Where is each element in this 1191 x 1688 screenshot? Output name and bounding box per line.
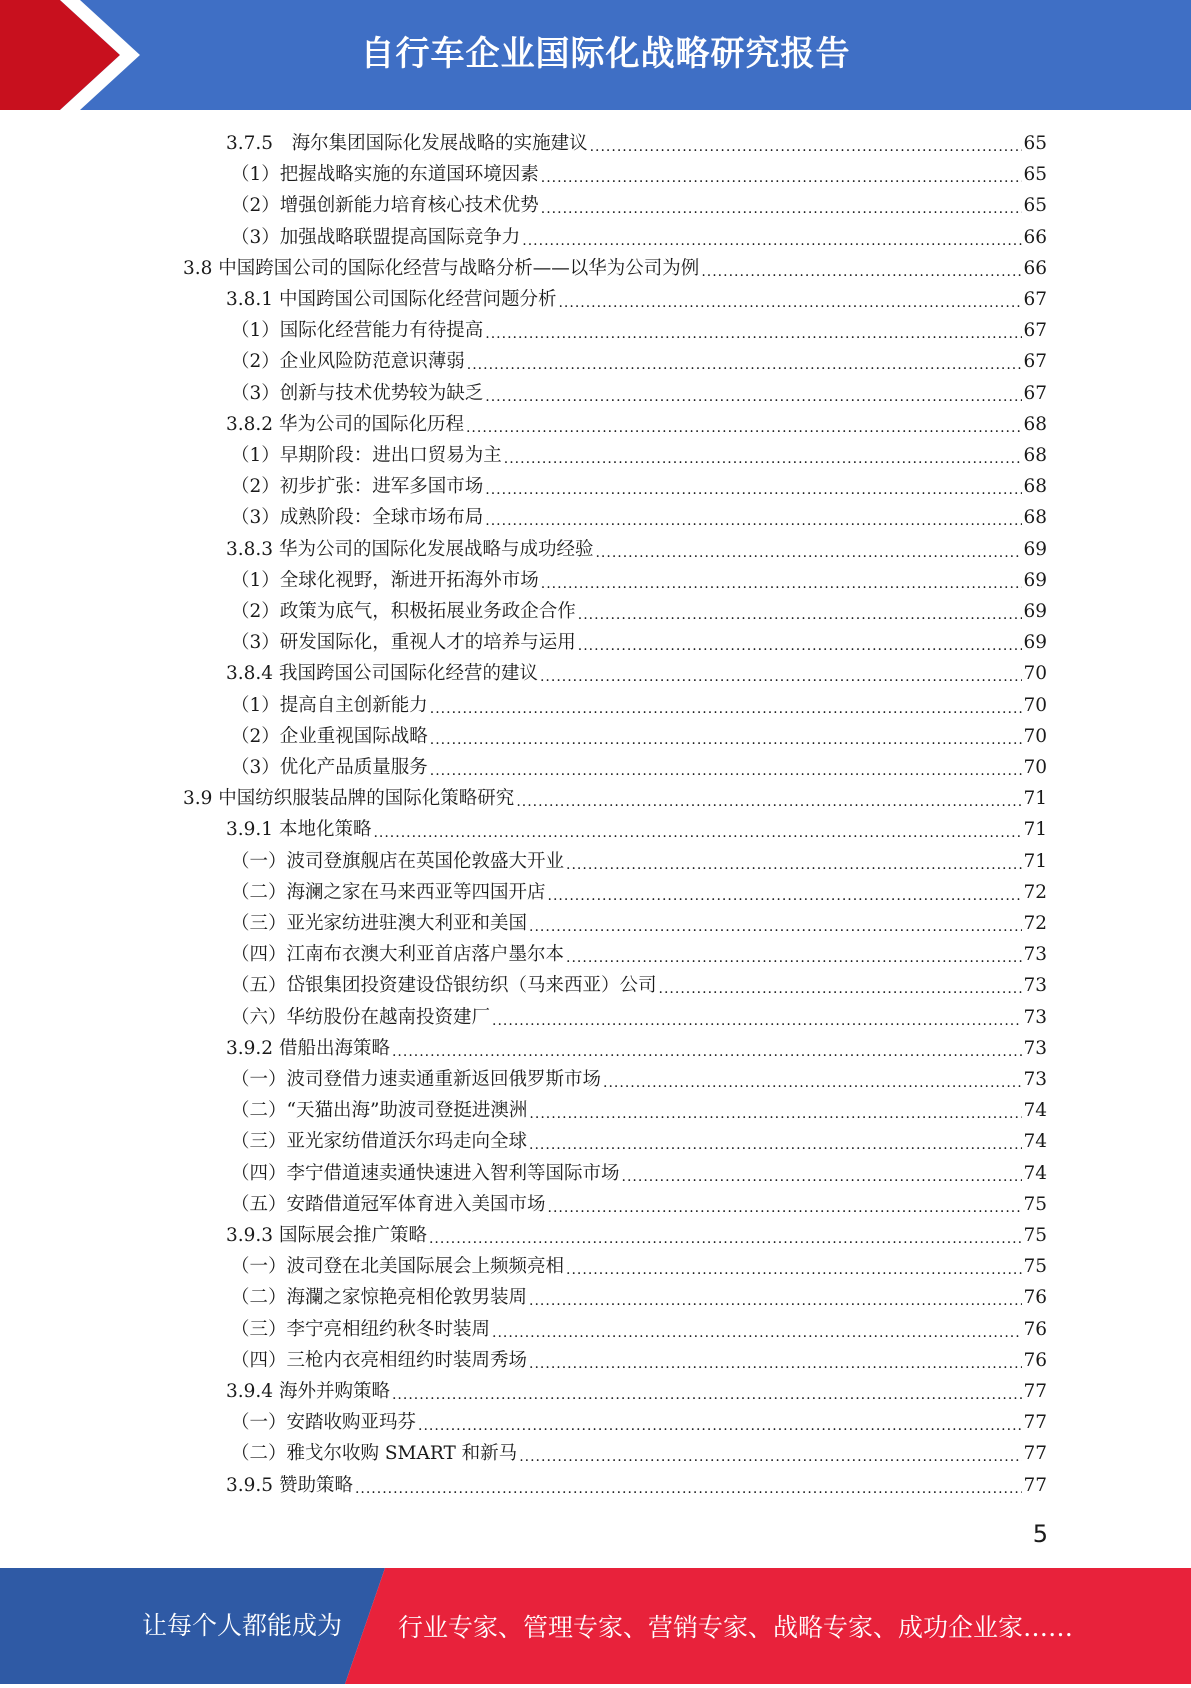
toc-leader-dots <box>466 416 1022 440</box>
toc-entry-title: （1）提高自主创新能力 <box>231 694 428 716</box>
toc-entry[interactable] <box>231 1126 1047 1157</box>
toc-entry[interactable] <box>226 658 1047 689</box>
toc-entry[interactable] <box>231 1064 1047 1095</box>
toc-entry-title: （3）创新与技术优势较为缺乏 <box>231 382 484 404</box>
toc-leader-dots <box>485 478 1022 502</box>
toc-leader-dots <box>578 603 1023 627</box>
toc-entry-page: 67 <box>1023 351 1047 373</box>
toc-entry[interactable] <box>231 1438 1047 1469</box>
toc-leader-dots <box>392 1040 1022 1064</box>
toc-entry[interactable] <box>231 877 1047 908</box>
toc-entry-page: 66 <box>1023 226 1047 248</box>
toc-entry[interactable] <box>231 1189 1047 1220</box>
toc-entry-page: 73 <box>1023 944 1047 966</box>
toc-leader-dots <box>373 821 1022 845</box>
toc-leader-dots <box>529 915 1022 939</box>
toc-leader-dots <box>492 1321 1022 1345</box>
toc-entry-title: （五）岱银集团投资建设岱银纺织（马来西亚）公司 <box>231 975 657 997</box>
toc-entry-title: （2）政策为底气，积极拓展业务政企合作 <box>231 601 576 622</box>
toc-entry[interactable] <box>226 409 1047 440</box>
toc-entry-title: 3.8.3 华为公司的国际化发展战略与成功经验 <box>226 538 594 560</box>
toc-entry-page: 68 <box>1023 413 1047 435</box>
toc-entry-page: 70 <box>1023 757 1047 778</box>
toc-leader-dots <box>516 790 1022 814</box>
toc-entry-title: （二）海瀾之家惊艳亮相伦敦男装周 <box>231 1287 528 1309</box>
page-number: 5 <box>1032 1520 1048 1548</box>
toc-entry-page: 73 <box>1023 1069 1047 1090</box>
toc-entry-page: 70 <box>1023 663 1047 685</box>
toc-entry-title: 3.9 中国纺织服装品牌的国际化策略研究 <box>183 788 515 810</box>
toc-entry-title: （2）初步扩张：进军多国市场 <box>231 476 484 498</box>
toc-leader-dots <box>485 322 1022 346</box>
toc-entry[interactable] <box>231 627 1047 658</box>
document-title: 自行车企业国际化战略研究报告 <box>360 34 851 74</box>
toc-entry-page: 65 <box>1023 164 1047 186</box>
toc-entry-title: （四）三枪内衣亮相纽约时装周秀场 <box>231 1349 528 1371</box>
toc-entry[interactable] <box>226 1220 1047 1251</box>
toc-entry-page: 68 <box>1023 476 1047 498</box>
toc-entry-title: 3.9.5 赞助策略 <box>226 1474 353 1496</box>
toc-entry-page: 76 <box>1023 1287 1047 1309</box>
toc-entry-title: （三）李宁亮相纽约秋冬时装周 <box>231 1318 491 1340</box>
toc-entry-page: 77 <box>1023 1474 1047 1496</box>
toc-entry-title: （3）加强战略联盟提高国际竞争力 <box>231 226 521 248</box>
toc-entry[interactable] <box>231 1407 1047 1438</box>
toc-entry-page: 70 <box>1023 725 1047 747</box>
toc-entry-page: 65 <box>1023 195 1047 217</box>
toc-entry[interactable] <box>231 939 1047 970</box>
toc-leader-dots <box>429 1227 1022 1251</box>
toc-entry-title: （2）增强创新能力培育核心技术优势 <box>231 195 539 217</box>
toc-leader-dots <box>566 853 1022 877</box>
toc-entry[interactable] <box>231 315 1047 346</box>
toc-leader-dots <box>519 1445 1022 1469</box>
toc-entry-page: 73 <box>1023 1006 1047 1028</box>
toc-leader-dots <box>622 1165 1023 1189</box>
toc-entry-title: （1）全球化视野，渐进开拓海外市场 <box>231 569 539 591</box>
toc-entry[interactable] <box>231 1314 1047 1345</box>
toc-entry[interactable] <box>231 190 1047 221</box>
toc-leader-dots <box>355 1477 1023 1501</box>
toc-entry-title: （一）安踏收购亚玛芬 <box>231 1412 417 1434</box>
toc-entry[interactable] <box>231 346 1047 377</box>
toc-leader-dots <box>485 385 1022 409</box>
toc-entry-title: （二）海澜之家在马来西亚等四国开店 <box>231 881 546 903</box>
toc-leader-dots <box>548 884 1023 908</box>
toc-entry-page: 73 <box>1023 975 1047 997</box>
toc-entry[interactable] <box>231 222 1047 253</box>
toc-entry-title: （四）李宁借道速卖通快速进入智利等国际市场 <box>231 1162 620 1184</box>
toc-entry-page: 76 <box>1023 1349 1047 1371</box>
toc-leader-dots <box>566 946 1022 970</box>
toc-entry-page: 68 <box>1023 507 1047 529</box>
toc-entry-title: 3.8 中国跨国公司的国际化经营与战略分析——以华为公司为例 <box>183 257 700 279</box>
toc-entry[interactable] <box>183 783 1047 814</box>
toc-entry-title: （四）江南布衣澳大利亚首店落户墨尔本 <box>231 944 565 966</box>
toc-leader-dots <box>504 447 1023 471</box>
toc-entry-page: 72 <box>1023 881 1047 903</box>
toc-leader-dots <box>529 1102 1022 1126</box>
toc-entry-page: 75 <box>1023 1256 1047 1278</box>
toc-entry[interactable] <box>226 284 1047 315</box>
toc-leader-dots <box>603 1071 1022 1095</box>
toc-leader-dots <box>522 229 1022 253</box>
toc-leader-dots <box>659 977 1023 1001</box>
toc-entry-title: 3.9.2 借船出海策略 <box>226 1037 390 1059</box>
toc-entry-page: 71 <box>1023 788 1047 810</box>
toc-leader-dots <box>541 166 1023 190</box>
toc-entry[interactable] <box>226 1470 1047 1501</box>
toc-entry-title: 3.9.1 本地化策略 <box>226 819 372 841</box>
toc-entry-page: 71 <box>1023 850 1047 872</box>
toc-entry-title: 3.7.5 海尔集团国际化发展战略的实施建议 <box>226 133 588 154</box>
toc-leader-dots <box>430 759 1023 783</box>
toc-entry-page: 69 <box>1023 632 1047 654</box>
toc-leader-dots <box>595 541 1022 565</box>
toc-entry-title: （三）亚光家纺借道沃尔玛走向全球 <box>231 1131 528 1153</box>
footer-slogan-left: 让每个人都能成为 <box>142 1611 343 1640</box>
toc-entry[interactable] <box>231 159 1047 190</box>
toc-leader-dots <box>548 1196 1023 1220</box>
toc-entry-page: 67 <box>1023 289 1047 310</box>
toc-entry-title: （2）企业重视国际战略 <box>231 725 428 747</box>
toc-leader-dots <box>558 291 1022 315</box>
toc-entry[interactable] <box>226 1376 1047 1407</box>
toc-entry[interactable] <box>231 1095 1047 1126</box>
toc-entry[interactable] <box>231 1282 1047 1313</box>
toc-entry-page: 74 <box>1023 1100 1047 1122</box>
toc-entry-title: 3.9.3 国际展会推广策略 <box>226 1225 427 1246</box>
toc-entry[interactable] <box>231 471 1047 502</box>
toc-entry[interactable] <box>231 752 1047 783</box>
toc-entry-page: 67 <box>1023 382 1047 404</box>
toc-entry[interactable] <box>231 378 1047 409</box>
toc-entry-title: （1）国际化经营能力有待提高 <box>231 320 484 342</box>
toc-entry-title: （二）雅戈尔收购 SMART 和新马 <box>231 1443 518 1465</box>
toc-entry-title: （3）优化产品质量服务 <box>231 757 428 778</box>
toc-entry-page: 77 <box>1023 1412 1047 1434</box>
toc-entry-title: 3.8.4 我国跨国公司国际化经营的建议 <box>226 663 538 685</box>
toc-entry[interactable] <box>231 721 1047 752</box>
toc-entry[interactable] <box>231 690 1047 721</box>
toc-entry[interactable] <box>226 1033 1047 1064</box>
toc-leader-dots <box>590 135 1023 159</box>
toc-entry-page: 76 <box>1023 1318 1047 1340</box>
toc-entry-page: 65 <box>1023 133 1047 154</box>
toc-entry[interactable] <box>231 1251 1047 1282</box>
toc-entry-title: （一）波司登借力速卖通重新返回俄罗斯市场 <box>231 1069 602 1090</box>
toc-entry-title: （3）成熟阶段：全球市场布局 <box>231 507 484 529</box>
toc-entry-title: （一）波司登旗舰店在英国伦敦盛大开业 <box>231 850 565 872</box>
toc-leader-dots <box>529 1352 1022 1376</box>
toc-entry-title: （3）研发国际化，重视人才的培养与运用 <box>231 632 576 654</box>
toc-entry[interactable] <box>231 565 1047 596</box>
toc-entry[interactable] <box>226 534 1047 565</box>
toc-entry-page: 74 <box>1023 1162 1047 1184</box>
toc-entry-title: （六）华纺股份在越南投资建厂 <box>231 1006 491 1028</box>
toc-entry[interactable] <box>231 908 1047 939</box>
page-footer <box>0 1568 1191 1684</box>
toc-entry-page: 75 <box>1023 1225 1047 1246</box>
toc-leader-dots <box>485 509 1022 533</box>
toc-leader-dots <box>430 697 1023 721</box>
toc-entry[interactable] <box>231 502 1047 533</box>
toc-entry-title: （五）安踏借道冠军体育进入美国市场 <box>231 1193 546 1215</box>
toc-entry[interactable] <box>231 596 1047 627</box>
toc-entry[interactable] <box>226 814 1047 845</box>
toc-entry-page: 67 <box>1023 320 1047 342</box>
toc-entry[interactable] <box>226 128 1047 159</box>
toc-entry-page: 69 <box>1023 569 1047 591</box>
toc-leader-dots <box>578 634 1023 658</box>
toc-leader-dots <box>467 353 1023 377</box>
toc-entry-page: 69 <box>1023 601 1047 622</box>
toc-entry-title: （二）“天猫出海”助波司登挺进澳洲 <box>231 1100 528 1122</box>
toc-leader-dots <box>701 260 1022 284</box>
toc-entry-title: 3.8.2 华为公司的国际化历程 <box>226 413 464 435</box>
page-header <box>0 0 1191 110</box>
toc-entry[interactable] <box>231 440 1047 471</box>
toc-leader-dots <box>430 728 1023 752</box>
toc-entry-page: 77 <box>1023 1381 1047 1402</box>
toc-entry[interactable] <box>231 846 1047 877</box>
toc-leader-dots <box>540 665 1022 689</box>
toc-entry[interactable] <box>231 970 1047 1001</box>
footer-slogan-right: 行业专家、管理专家、营销专家、战略专家、成功企业家…… <box>398 1613 1074 1642</box>
toc-leader-dots <box>418 1414 1022 1438</box>
toc-entry-title: （2）企业风险防范意识薄弱 <box>231 351 465 373</box>
toc-entry[interactable] <box>231 1345 1047 1376</box>
toc-entry[interactable] <box>231 1158 1047 1189</box>
toc-entry-title: （一）波司登在北美国际展会上频频亮相 <box>231 1256 565 1278</box>
toc-entry-page: 69 <box>1023 538 1047 560</box>
toc-leader-dots <box>529 1289 1022 1313</box>
toc-entry[interactable] <box>231 1002 1047 1033</box>
toc-entry-page: 70 <box>1023 694 1047 716</box>
toc-entry-page: 68 <box>1023 445 1047 466</box>
toc-entry[interactable] <box>183 253 1047 284</box>
toc-entry-title: （1）把握战略实施的东道国环境因素 <box>231 164 539 186</box>
toc-entry-page: 71 <box>1023 819 1047 841</box>
toc-entry-page: 73 <box>1023 1037 1047 1059</box>
toc-leader-dots <box>392 1383 1022 1407</box>
toc-entry-page: 72 <box>1023 913 1047 934</box>
toc-entry-title: 3.9.4 海外并购策略 <box>226 1381 390 1402</box>
toc-entry-title: 3.8.1 中国跨国公司国际化经营问题分析 <box>226 289 557 310</box>
toc-entry-page: 77 <box>1023 1443 1047 1465</box>
toc-entry-title: （1）早期阶段：进出口贸易为主 <box>231 445 502 466</box>
toc-leader-dots <box>541 197 1023 221</box>
toc-leader-dots <box>566 1258 1022 1282</box>
toc-entry-page: 74 <box>1023 1131 1047 1153</box>
toc-entry-title: （三）亚光家纺进驻澳大利亚和美国 <box>231 913 528 934</box>
toc-entry-page: 75 <box>1023 1193 1047 1215</box>
toc-leader-dots <box>492 1009 1022 1033</box>
toc-leader-dots <box>541 572 1023 596</box>
toc-leader-dots <box>529 1133 1022 1157</box>
toc-entry-page: 66 <box>1023 257 1047 279</box>
